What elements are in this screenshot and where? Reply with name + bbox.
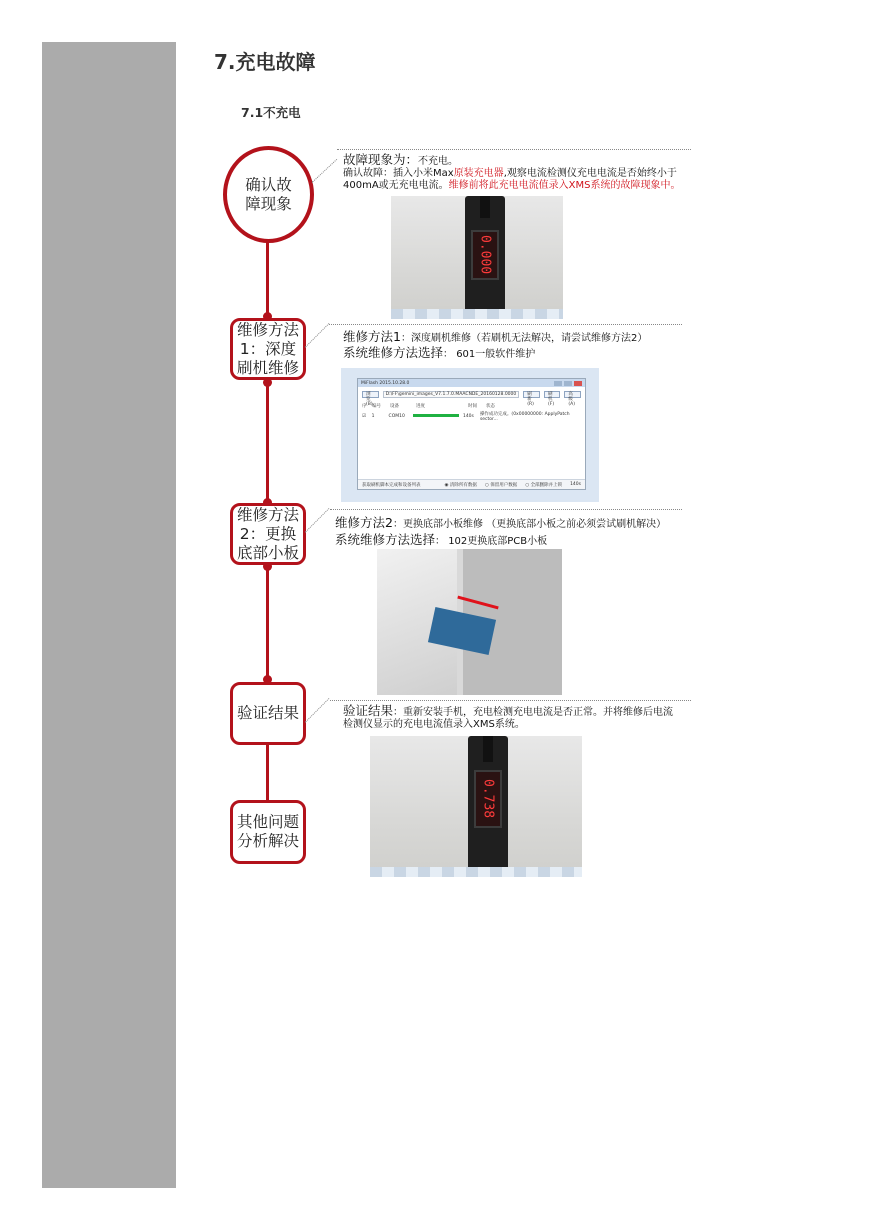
miflash-window xyxy=(357,378,586,490)
phenomenon-text: 确认故障：插入小米Max xyxy=(343,168,454,179)
verify-heading: 验证结果 xyxy=(343,703,394,718)
flow-node-method2 xyxy=(230,503,306,565)
current-meter xyxy=(465,196,505,319)
connector-line xyxy=(312,159,338,183)
column-header: 设备 xyxy=(390,404,399,409)
miflash-screenshot xyxy=(341,368,599,502)
connector-line xyxy=(305,508,330,533)
board-replacement-photo xyxy=(377,549,562,695)
connector-line xyxy=(329,324,682,325)
connector-line xyxy=(337,149,691,150)
column-header: 进度 xyxy=(416,404,425,409)
connector-line xyxy=(305,323,330,348)
connector-line xyxy=(330,700,691,701)
status-text: 获取刷机脚本完成和设备列表 xyxy=(362,482,421,488)
radio-label: 清除所有数据 xyxy=(449,482,477,488)
radio-label: 全部删除并上锁 xyxy=(530,482,563,488)
radio-clear-lock[interactable]: ○ 全部删除并上锁 xyxy=(525,482,563,488)
maximize-icon[interactable] xyxy=(564,381,572,386)
checkbox-icon[interactable]: ☑ xyxy=(362,414,367,419)
connector-line xyxy=(305,698,330,723)
status-bar xyxy=(358,479,585,489)
method2-text: ：更换底部小板维修 （更换底部小板之前必须尝试刷机解决） xyxy=(392,519,667,530)
flow-node-label: 维修方法 2：更换 底部小板 xyxy=(236,505,299,562)
flash-button[interactable]: 刷机(F) xyxy=(544,391,560,398)
flow-node-label: 维修方法 1：深度 刷机维修 xyxy=(236,320,299,377)
phenomenon-highlight: 维修前将此充电电流值录入XMS系统的故障现象中。 xyxy=(448,180,681,191)
row-status: 操作成功完成。(0x00000000: ApplyPatch sector... xyxy=(479,412,570,422)
column-header: 编号 xyxy=(372,404,381,409)
method1-select-value: ： 601一般软件维护 xyxy=(443,349,536,360)
table-row[interactable] xyxy=(358,410,585,423)
row-device: COM10 xyxy=(388,414,405,419)
close-icon[interactable] xyxy=(574,381,582,386)
meter-display: 0.000 xyxy=(471,230,499,280)
method1-heading: 维修方法1 xyxy=(343,329,401,344)
radio-clear-all[interactable]: ◉ 清除所有数据 xyxy=(444,482,477,488)
phenomenon-text: ,观察电流检测仪充电电流是否始终小于 xyxy=(503,168,677,179)
path-field[interactable]: D:\FF\gemini_images_V7.1.7.0.MAACNDE_20160128.0000 xyxy=(383,391,520,398)
browse-button[interactable]: 浏览(B) xyxy=(362,391,379,398)
progress-bar xyxy=(413,414,459,417)
method2-select-label: 系统维修方法选择 xyxy=(335,532,436,547)
meter-display: 0.738 xyxy=(474,770,502,828)
current-meter xyxy=(468,736,508,877)
flow-node-other xyxy=(230,800,306,864)
window-title: MiFlash 2015.10.28.0 xyxy=(361,380,410,386)
verify-text: 检测仪显示的充电电流值录入XMS系统。 xyxy=(343,719,525,730)
phenomenon-block xyxy=(343,154,698,192)
method2-block xyxy=(335,517,685,548)
phenomenon-highlight: 原装充电器 xyxy=(453,168,504,179)
meter-photo-before xyxy=(391,196,563,319)
phenomenon-text: 400mA或无充电电流。 xyxy=(343,180,449,191)
radio-label: 保留用户数据 xyxy=(490,482,518,488)
window-titlebar xyxy=(358,379,585,387)
flow-node-method1 xyxy=(230,318,306,380)
verify-block xyxy=(343,705,698,731)
section-title: 7.充电故障 xyxy=(214,50,316,74)
row-time: 140s xyxy=(462,414,474,419)
method2-select-value: ： 102更换底部PCB小板 xyxy=(435,536,548,547)
column-header: 状态 xyxy=(486,404,495,409)
flow-node-confirm xyxy=(223,146,314,243)
method1-select-label: 系统维修方法选择 xyxy=(343,345,444,360)
flow-node-label: 其他问题 分析解决 xyxy=(236,813,299,850)
method1-block xyxy=(343,331,683,361)
phenomenon-heading: 故障现象为： xyxy=(343,152,419,167)
connector-line xyxy=(330,509,682,510)
flow-node-label: 确认故 障现象 xyxy=(245,175,292,213)
meter-photo-after xyxy=(370,736,582,877)
advanced-button[interactable]: 高级(A) xyxy=(564,391,581,398)
minimize-icon[interactable] xyxy=(554,381,562,386)
flow-node-verify xyxy=(230,682,306,745)
row-id: 1 xyxy=(371,414,375,419)
column-header: 序 xyxy=(362,404,367,409)
gray-sidebar xyxy=(42,42,176,1188)
verify-text: ：重新安装手机，充电检测充电电流是否正常。并将维修后电流 xyxy=(393,707,674,718)
method1-text: ：深度刷机维修（若刷机无法解决，请尝试维修方法2） xyxy=(400,333,648,344)
status-time: 140s xyxy=(570,482,581,487)
method2-heading: 维修方法2 xyxy=(335,515,393,530)
subsection-title: 7.1不充电 xyxy=(241,105,301,120)
column-header: 时间 xyxy=(468,404,477,409)
flow-node-label: 验证结果 xyxy=(236,704,299,722)
radio-keep-user[interactable]: ○ 保留用户数据 xyxy=(484,482,518,488)
phenomenon-value: 不充电。 xyxy=(418,156,459,167)
refresh-button[interactable]: 刷新(R) xyxy=(523,391,540,398)
